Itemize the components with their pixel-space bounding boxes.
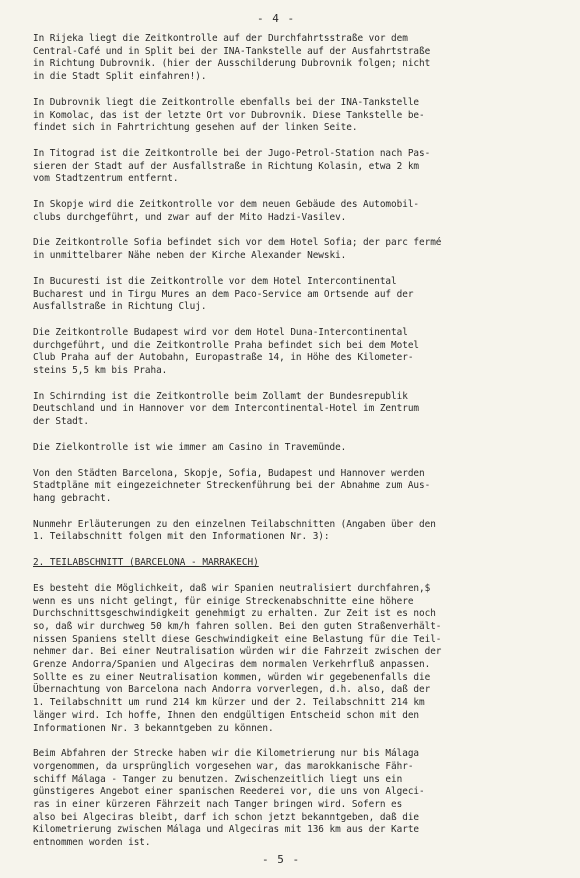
paragraph-zielkontrolle: Die Zielkontrolle ist wie immer am Casino in Travemünde. — [33, 441, 347, 453]
paragraph-neutralisation: Es besteht die Möglichkeit, daß wir Spanien neutralisiert durchfahren,$ wenn es uns nicht gelingt, für einige Streckenabschnitte eine höhere Durchschnittsgeschwindigkeit genehmigt zu erhalten. Zur Zeit ist es noch so, daß wir durchweg 50 km/h fahren sollen. Bei den guten Straßenverhält- nissen Spaniens stellt diese Geschwindigkeit eine Belastung für die Teil- nehmer dar. Bei einer Neutralisation würden wir die Fahrzeit zwischen der Grenze Andorra/Spanien und Algeciras dem normalen Verkehrfluß anpassen. Sollte es zu einer Neutralisation kommen, würden wir gegebenenfalls die Übernachtung von Barcelona nach Andorra vorverlegen, d.h. also, daß der 1. Teilabschnitt um rund 214 km kürzer und der 2. Teilabschnitt 214 km länger wird. Ich hoffe, Ihnen den endgültigen Entscheid schon mit den Informationen Nr. 3 bekanntgeben zu können. — [33, 582, 442, 734]
page-number-top: - 4 - — [257, 12, 296, 25]
paragraph-erlaeuterungen: Nunmehr Erläuterungen zu den einzelnen Teilabschnitten (Angaben über den 1. Teilabschnitt folgen mit den Informationen Nr. 3): — [33, 518, 436, 543]
paragraph-dubrovnik: In Dubrovnik liegt die Zeitkontrolle ebenfalls bei der INA-Tankstelle in Komolac, das ist der letzte Ort vor Dubrovnik. Diese Tankstelle be- findet sich in Fahrtrichtung gesehen auf der linken Seite. — [33, 96, 425, 134]
page-number-bottom: - 5 - — [262, 853, 301, 866]
paragraph-titograd: In Titograd ist die Zeitkontrolle bei der Jugo-Petrol-Station nach Pas- sieren der Stadt auf der Ausfallstraße in Richtung Kolasin, etwa 2 km vom Stadtzentrum entfernt. — [33, 147, 431, 185]
document-body — [33, 33, 558, 850]
section-heading: 2. TEILABSCHNITT (BARCELONA - MARRAKECH) — [33, 557, 259, 569]
paragraph-bucuresti: In Bucuresti ist die Zeitkontrolle vor dem Hotel Intercontinental Bucharest und in Tirgu Mures an dem Paco-Service am Ortsende auf der Ausfallstraße in Richtung Cluj. — [33, 275, 414, 313]
paragraph-stadtplaene: Von den Städten Barcelona, Skopje, Sofia, Budapest und Hannover werden Stadtpläne mit eingezeichneter Streckenführung bei der Abnahme zum Aus- hang gebracht. — [33, 467, 431, 504]
paragraph-kilometrierung: Beim Abfahren der Strecke haben wir die Kilometrierung nur bis Málaga vorgenommen, da ursprünglich vorgesehen war, das marokkanische Fähr- schiff Málaga - Tanger zu benutzen. Zwischenzeitlich liegt uns ein günstigeres Angebot einer spanischen Reederei vor, die uns von Algeci- ras in einer kürzeren Fährzeit nach Tanger bringen wird. Sofern es also bei Algeciras bleibt, darf ich schon jetzt bekanntgeben, daß die Kilometrierung zwischen Málaga und Algeciras mit 136 km aus der Karte entnommen worden ist. — [33, 748, 425, 849]
paragraph-skopje: In Skopje wird die Zeitkontrolle vor dem neuen Gebäude des Automobil- clubs durchgeführt, und zwar auf der Mito Hadzi-Vasilev. — [33, 199, 420, 223]
paragraph-rijeka-split: In Rijeka liegt die Zeitkontrolle auf der Durchfahrtsstraße vor dem Central-Café und in Split bei der INA-Tankstelle auf der Ausfahrtstraße in Richtung Dubrovnik. (hier der Ausschilderung Dubrovnik folgen; nicht in die Stadt Split einfahren!). — [33, 33, 431, 83]
paragraph-budapest-praha: Die Zeitkontrolle Budapest wird vor dem Hotel Duna-Intercontinental durchgeführt, und die Zeitkontrolle Praha befindet sich bei dem Motel Club Praha auf der Autobahn, Europastraße 14, in Höhe des Kilometer- steins 5,5 km bis Praha. — [33, 326, 420, 377]
paragraph-sofia: Die Zeitkontrolle Sofia befindet sich vor dem Hotel Sofia; der parc fermé in unmittelbarer Nähe neben der Kirche Alexander Newski. — [33, 237, 442, 262]
paragraph-schirnding-hannover: In Schirnding ist die Zeitkontrolle beim Zollamt der Bundesrepublik Deutschland und in Hannover vor dem Intercontinental-Hotel im Zentrum der Stadt. — [33, 390, 420, 428]
